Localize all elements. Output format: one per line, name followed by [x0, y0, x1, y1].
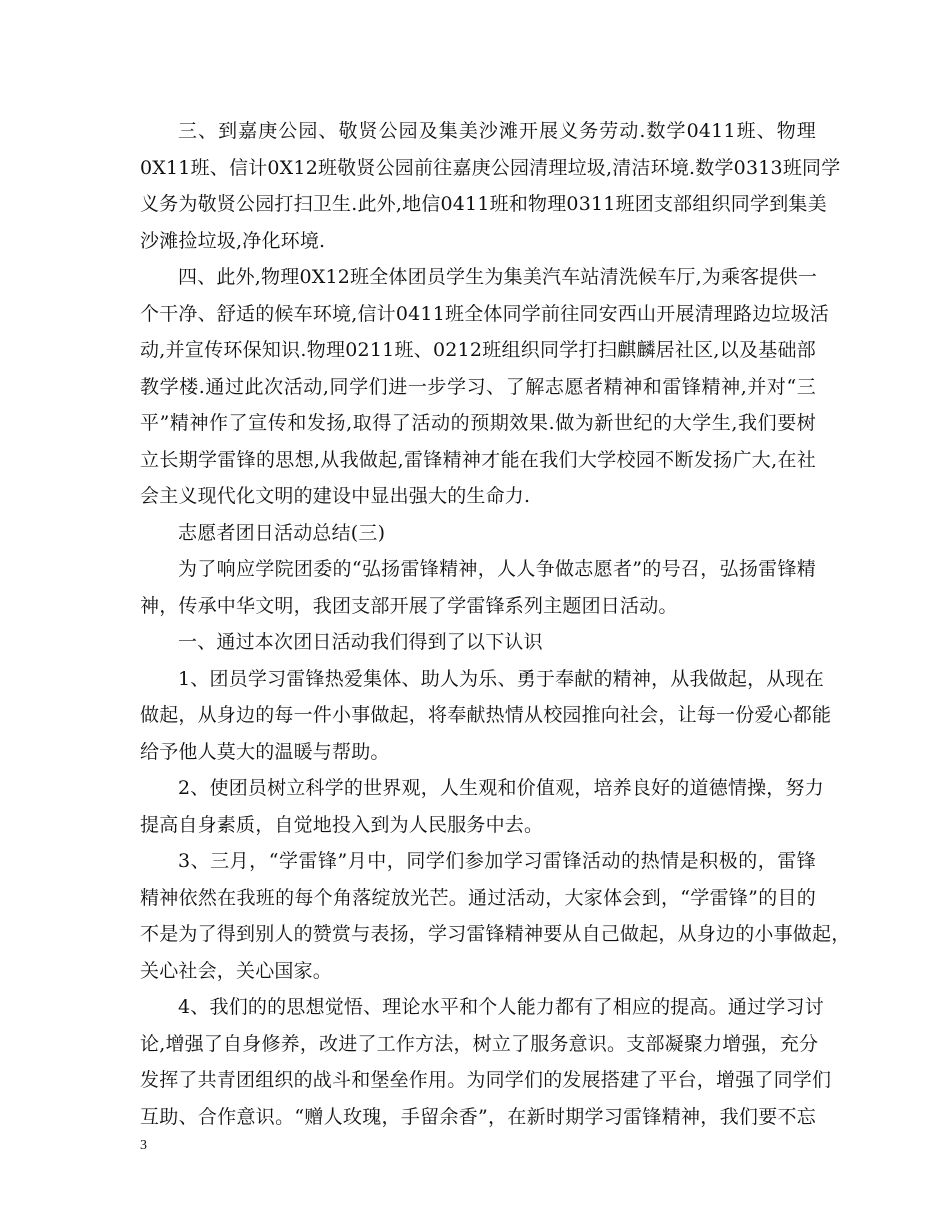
text-line: 0X11班、信计0X12班敬贤公园前往嘉庚公园清理垃圾,清洁环境.数学0313班同学: [140, 156, 841, 179]
text-line: 神，传承中华文明，我团支部开展了学雷锋系列主题团日活动。: [140, 594, 678, 617]
text-line: 四、此外,物理0X12班全体团员学生为集美汽车站清洗候车厅,为乘客提供一: [178, 266, 818, 288]
text-line: 沙滩捡垃圾,净化环境.: [140, 229, 326, 252]
paragraph: [140, 843, 851, 989]
text-line: 一、通过本次团日活动我们得到了以下认识: [178, 631, 543, 653]
text-line: 提高自身素质，自觉地投入到为人民服务中去。: [140, 813, 544, 836]
text-line: 三、到嘉庚公园、敬贤公园及集美沙滩开展义务劳动.数学0411班、物理: [178, 120, 816, 142]
text-line: 论,增强了自身修养，改进了工作方法，树立了服务意识。支部凝聚力增强，充分: [140, 1032, 819, 1055]
text-line: 立长期学雷锋的思想,从我做起,雷锋精神才能在我们大学校园不断发扬广大,在社: [140, 448, 816, 471]
paragraph: [140, 989, 832, 1135]
paragraph: [140, 661, 832, 771]
paragraph: [140, 624, 816, 661]
text-line: 志愿者团日活动总结(三): [178, 521, 386, 544]
paragraph: [140, 113, 841, 259]
document-body: [140, 113, 851, 1135]
text-line: 3、三月，“学雷锋”月中，同学们参加学习雷锋活动的热情是积极的，雷锋: [178, 850, 816, 872]
text-line: 会主义现代化文明的建设中显出强大的生命力.: [140, 485, 531, 507]
paragraph: [140, 770, 824, 843]
text-line: 做起，从身边的每一件小事做起，将奉献热情从校园推向社会，让每一份爱心都能: [140, 704, 832, 726]
text-line: 动,并宣传环保知识.物理0211班、0212班组织同学打扫麒麟居社区,以及基础部: [140, 339, 816, 361]
text-line: 发挥了共青团组织的战斗和堡垒作用。为同学们的发展搭建了平台，增强了同学们: [140, 1069, 832, 1091]
text-line: 2、使团员树立科学的世界观，人生观和价值观，培养良好的道德情操，努力: [178, 777, 824, 799]
text-line: 个干净、舒适的候车环境,信计0411班全体同学前往同安西山开展清理路边垃圾活: [140, 302, 829, 325]
paragraph: [140, 259, 829, 515]
text-line: 1、团员学习雷锋热爱集体、助人为乐、勇于奉献的精神，从我做起，从现在: [178, 667, 824, 690]
text-line: 给予他人莫大的温暖与帮助。: [140, 740, 390, 763]
text-line: 精神依然在我班的每个角落绽放光芒。通过活动，大家体会到，“学雷锋”的目的: [140, 886, 816, 909]
text-line: 为了响应学院团委的“弘扬雷锋精神，人人争做志愿者”的号召，弘扬雷锋精: [178, 558, 816, 580]
text-line: 义务为敬贤公园打扫卫生.此外,地信0411班和物理0311班团支部组织同学到集美: [140, 193, 827, 215]
text-line: 不是为了得到别人的赞赏与表扬，学习雷锋精神要从自己做起，从身边的小事做起，: [140, 923, 851, 945]
text-line: 4、我们的的思想觉悟、理论水平和个人能力都有了相应的提高。通过学习讨: [178, 996, 824, 1018]
text-line: 平”精神作了宣传和发扬,取得了活动的预期效果.做为新世纪的大学生,我们要树: [140, 412, 816, 434]
text-line: 关心社会，关心国家。: [140, 959, 333, 982]
paragraph: [140, 515, 816, 552]
text-line: 教学楼.通过此次活动,同学们进一步学习、了解志愿者精神和雷锋精神,并对“三: [140, 375, 816, 398]
text-line: 互助、合作意识。“赠人玫瑰，手留余香”，在新时期学习雷锋精神，我们要不忘: [140, 1105, 816, 1128]
page-number: 3: [140, 1138, 147, 1153]
paragraph: [140, 551, 816, 624]
